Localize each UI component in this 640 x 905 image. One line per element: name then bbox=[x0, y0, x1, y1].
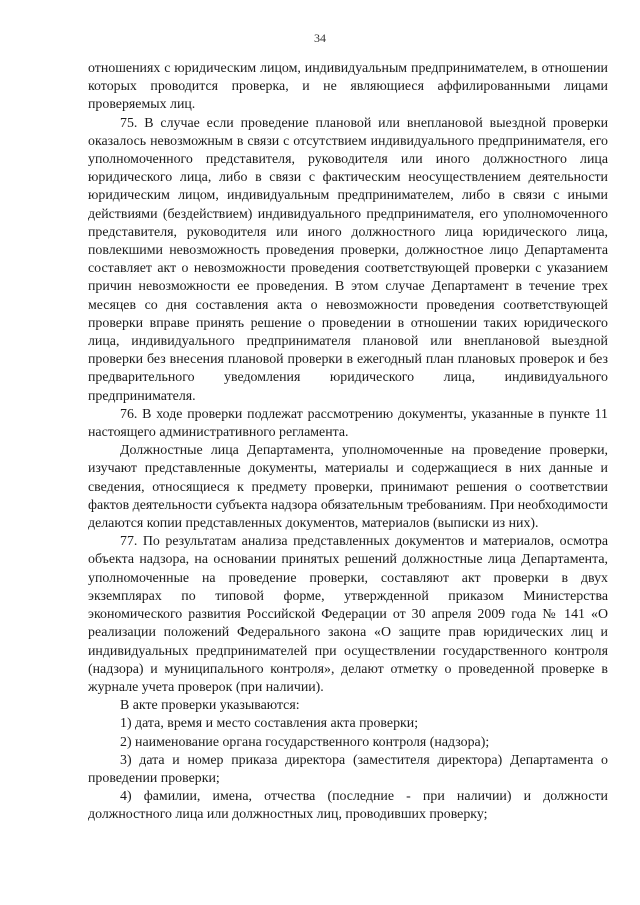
paragraph-77: 77. По результатам анализа представленных документов и материалов, осмотра объекта надзора, на основании принятых решений должностные лица Департамента, уполномоченные на проведение проверки, составляют акт проверки в двух экземплярах по типовой форме, утвержденной приказом Министерства экономического развития Российской Федерации от 30 апреля 2009 года № 141 «О реализации положений Федерального закона «О защите прав юридических лиц и индивидуальных предпринимателей при осуществлении государственного контроля (надзора) и муниципального контроля», делают отметку о проведенной проверке в журнале учета проверок (при наличии). bbox=[88, 534, 608, 695]
paragraph-75: 75. В случае если проведение плановой или внеплановой выездной проверки оказалось невозможным в связи с отсутствием индивидуального предпринимателя, его уполномоченного представителя, руководителя или иного должностного лица юридического лица, либо в связи с фактическим неосуществлением деятельности юридическим лицом, индивидуальным предпринимателем, либо в связи с иными действиями (бездействием) индивидуального предпринимателя, его уполномоченного представителя, руководителя или иного должностного лица юридического лица, повлекшими невозможность проведения проверки, должностное лицо Департамента составляет акт о невозможности проведения соответствующей проверки с указанием причин невозможности ее проведения. В этом случае Департамент в течение трех месяцев со дня составления акта о невозможности проведения соответствующей проверки вправе принять решение о проведении в отношении таких юридического лица, индивидуального предпринимателя плановой или внеплановой выездной проверки без внесения плановой проверки в ежегодный план плановых проверок и без предварительного уведомления юридического лица, индивидуального предпринимателя. bbox=[88, 115, 608, 404]
paragraph-act-contents: В акте проверки указываются: bbox=[120, 698, 300, 714]
list-item-3: 3) дата и номер приказа директора (заместителя директора) Департамента о проведении проверки; bbox=[88, 752, 608, 786]
list-item-4: 4) фамилии, имена, отчества (последние - при наличии) и должности должностного лица или должностных лиц, проводивших проверку; bbox=[88, 789, 608, 823]
paragraph-continuation: отношениях с юридическим лицом, индивидуальным предпринимателем, в отношении которых проводится проверка, и не являющиеся аффилированными лицами проверяемых лиц. bbox=[88, 61, 608, 113]
page-number: 34 bbox=[314, 31, 326, 45]
list-item-1: 1) дата, время и место составления акта проверки; bbox=[120, 716, 419, 732]
list-item-2: 2) наименование органа государственного контроля (надзора); bbox=[120, 734, 490, 750]
paragraph-76: 76. В ходе проверки подлежат рассмотрению документы, указанные в пункте 11 настоящего административного регламента. bbox=[88, 406, 608, 441]
document-body bbox=[88, 60, 608, 825]
paragraph-officials: Должностные лица Департамента, уполномоченные на проведение проверки, изучают представленные документы, материалы и содержащиеся в них данные и сведения, относящиеся к предмету проверки, принимают решения о соответствии фактов деятельности субъекта надзора обязательным требованиям. При необходимости делаются копии представленных документов, материалов (выписки из них). bbox=[88, 443, 608, 532]
